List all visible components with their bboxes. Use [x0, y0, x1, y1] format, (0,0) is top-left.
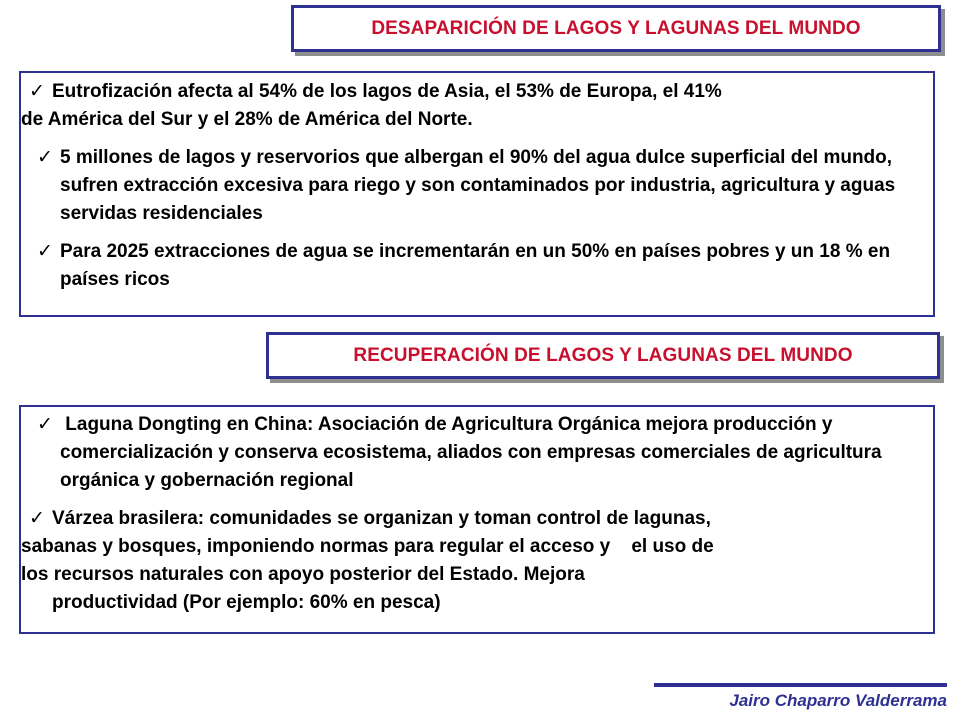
- bullet-text: Para 2025 extracciones de agua se incrementarán en un 50% en países pobres y un 18 % en países ricos: [60, 241, 891, 290]
- section-title-text: RECUPERACIÓN DE LAGOS Y LAGUNAS DEL MUNDO: [353, 344, 853, 366]
- bullet-eutrofizacion: [21, 78, 925, 134]
- content-box-desaparicion: [19, 71, 935, 317]
- author-name: Jairo Chaparro Valderrama: [729, 691, 947, 710]
- bullet-text-line3: los recursos naturales con apoyo posterior del Estado. Mejora: [21, 564, 585, 585]
- content-box-recuperacion: [19, 405, 935, 634]
- footer-author: [654, 683, 947, 719]
- checkmark-icon: ✓: [37, 414, 53, 435]
- bullet-text-continuation: de América del Sur y el 28% de América del Norte.: [21, 109, 473, 130]
- bullet-varzea-brasilera: [21, 505, 925, 617]
- bullet-millones-lagos: [29, 144, 925, 228]
- checkmark-icon: ✓: [37, 147, 53, 168]
- bullet-text-line2: sabanas y bosques, imponiendo normas para regular el acceso y el uso de: [21, 536, 714, 557]
- bullet-extracciones-2025: [29, 238, 925, 294]
- section-title-recuperacion: [266, 332, 940, 379]
- bullet-text: 5 millones de lagos y reservorios que albergan el 90% del agua dulce superficial del mundo, sufren extracción excesiva para riego y son contaminados por industria, agricultura y aguas servidas residenciales: [60, 147, 896, 224]
- bullet-laguna-dongting: [29, 411, 925, 495]
- bullet-text: Laguna Dongting en China: Asociación de Agricultura Orgánica mejora producción y comercialización y conserva ecosistema, aliados con empresas comerciales de agricultura orgánica y gobernación regional: [60, 414, 882, 491]
- bullet-text: Eutrofización afecta al 54% de los lagos de Asia, el 53% de Europa, el 41%: [52, 81, 722, 102]
- checkmark-icon: ✓: [37, 241, 53, 262]
- bullet-text: Várzea brasilera: comunidades se organizan y toman control de lagunas,: [52, 508, 711, 529]
- section-title-text: DESAPARICIÓN DE LAGOS Y LAGUNAS DEL MUNDO: [371, 17, 861, 39]
- bullet-text-line4: productividad (Por ejemplo: 60% en pesca): [52, 592, 441, 613]
- section-title-desaparicion: [291, 5, 941, 52]
- checkmark-icon: ✓: [29, 508, 45, 529]
- checkmark-icon: ✓: [29, 81, 45, 102]
